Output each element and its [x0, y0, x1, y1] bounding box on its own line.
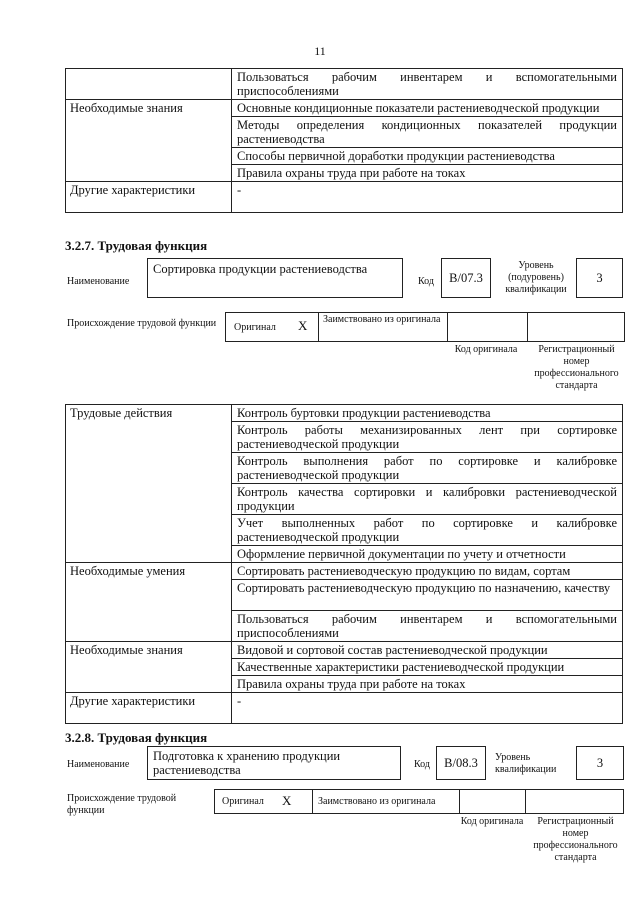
table-cell: Контроль работы механизированных лент при сортировке растениеводческой продукции	[232, 422, 623, 453]
table-cell: Контроль буртовки продукции растениеводства	[232, 405, 623, 422]
table-row	[66, 100, 623, 117]
table-row	[66, 563, 623, 580]
reg-number-label: Регистрационный номер профессионального стандарта	[533, 816, 618, 863]
table-cell: Способы первичной доработки продукции растениеводства	[232, 148, 623, 165]
table-row	[66, 693, 623, 724]
original-mark: X	[298, 318, 308, 333]
original-label: Оригинал	[222, 796, 264, 807]
top-table	[65, 68, 623, 213]
code-original-label: Код оригинала	[460, 816, 524, 827]
table-cell: Оформление первичной документации по учету и отчетности	[232, 546, 623, 563]
name-label: Наименование	[67, 276, 130, 287]
table-cell: Сортировать растениеводческую продукцию по видам, сортам	[232, 563, 623, 580]
table-cell: -	[232, 182, 623, 213]
divider	[527, 312, 528, 342]
section-heading: 3.2.8. Трудовая функция	[65, 730, 208, 745]
row-label: Трудовые действия	[66, 405, 232, 563]
table-cell: Качественные характеристики растениеводческой продукции	[232, 659, 623, 676]
row-label: Другие характеристики	[66, 182, 232, 213]
code-value: В/07.3	[441, 258, 491, 298]
table-cell: Правила охраны труда при работе на токах	[232, 676, 623, 693]
divider	[447, 312, 448, 342]
row-label: Другие характеристики	[66, 693, 232, 724]
borrowed-label: Заимствовано из оригинала	[323, 314, 441, 325]
table-row	[66, 642, 623, 659]
divider	[312, 789, 313, 814]
divider	[459, 789, 460, 814]
original-mark: X	[282, 793, 292, 808]
level-label: Уровень квалификации	[495, 752, 557, 775]
origin-label: Происхождение трудовой функции	[67, 793, 177, 816]
table-cell: Видовой и сортовой состав растениеводческой продукции	[232, 642, 623, 659]
table-cell: Пользоваться рабочим инвентарем и вспомогательными приспособлениями	[232, 611, 623, 642]
table-row	[66, 182, 623, 213]
table-cell: -	[232, 693, 623, 724]
table-cell: Правила охраны труда при работе на токах	[232, 165, 623, 182]
level-label: Уровень (подуровень) квалификации	[505, 260, 567, 295]
table-cell: Контроль качества сортировки и калибровки растениеводческой продукции	[232, 484, 623, 515]
table-row	[66, 405, 623, 422]
divider	[318, 312, 319, 342]
reg-number-label: Регистрационный номер профессионального стандарта	[534, 344, 619, 391]
code-value: В/08.3	[436, 746, 486, 780]
table-row	[66, 69, 623, 100]
name-label: Наименование	[67, 759, 130, 770]
code-original-label: Код оригинала	[454, 344, 518, 355]
table-cell: Учет выполненных работ по сортировке и калибровке растениеводческой продукции	[232, 515, 623, 546]
divider	[525, 789, 526, 814]
original-label: Оригинал	[234, 322, 276, 333]
name-value: Подготовка к хранению продукции растениеводства	[147, 746, 401, 780]
row-label: Необходимые умения	[66, 563, 232, 642]
row-label: Необходимые знания	[66, 642, 232, 693]
borrowed-label: Заимствовано из оригинала	[318, 796, 436, 807]
code-label: Код	[414, 759, 430, 770]
origin-label: Происхождение трудовой функции	[67, 318, 217, 329]
level-value: 3	[576, 746, 624, 780]
table-cell: Контроль выполнения работ по сортировке и калибровке растениеводческой продукции	[232, 453, 623, 484]
functions-table-1	[65, 404, 623, 724]
table-cell: Методы определения кондиционных показателей продукции растениеводства	[232, 117, 623, 148]
table-cell: Основные кондиционные показатели растениеводческой продукции	[232, 100, 623, 117]
table-cell: Сортировать растениеводческую продукцию по назначению, качеству	[232, 580, 623, 611]
row-label	[66, 69, 232, 100]
level-value: 3	[576, 258, 623, 298]
table-cell: Пользоваться рабочим инвентарем и вспомогательными приспособлениями	[232, 69, 623, 100]
row-label: Необходимые знания	[66, 100, 232, 182]
code-label: Код	[418, 276, 434, 287]
page-number: 11	[314, 44, 326, 58]
name-value: Сортировка продукции растениеводства	[147, 258, 403, 298]
section-heading: 3.2.7. Трудовая функция	[65, 238, 208, 253]
